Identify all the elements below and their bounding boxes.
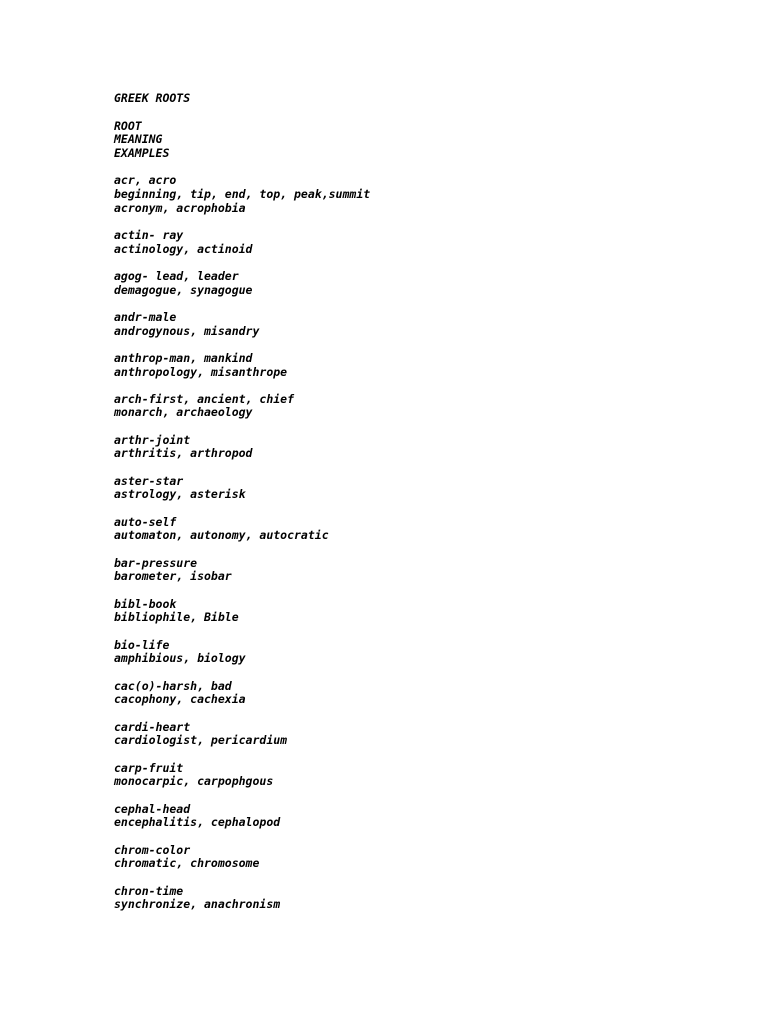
entry-meaning: beginning, tip, end, top, peak,summit xyxy=(114,186,371,201)
entry-cac xyxy=(114,680,714,707)
entry-examples: monocarpic, carpophgous xyxy=(114,774,274,789)
entry-examples: automaton, autonomy, autocratic xyxy=(114,528,329,543)
entry-examples: actinology, actinoid xyxy=(114,241,253,256)
entry-root: cephal-head xyxy=(114,801,191,816)
entry-arthr xyxy=(114,434,714,461)
document-page xyxy=(114,92,714,926)
entry-root: aster-star xyxy=(114,473,184,488)
entry-root: bio-life xyxy=(114,637,170,652)
entry-examples: demagogue, synagogue xyxy=(114,282,253,297)
header-root: ROOT xyxy=(114,118,142,133)
entry-root: arch-first, ancient, chief xyxy=(114,391,295,406)
entry-root: bibl-book xyxy=(114,596,177,611)
entry-examples: cacophony, cachexia xyxy=(114,692,246,707)
entry-examples: barometer, isobar xyxy=(114,569,232,584)
entry-anthrop xyxy=(114,352,714,379)
entry-examples: androgynous, misandry xyxy=(114,323,260,338)
entry-examples: chromatic, chromosome xyxy=(114,856,260,871)
entry-root: cac(o)-harsh, bad xyxy=(114,678,232,693)
entry-cardi xyxy=(114,721,714,748)
entry-aster xyxy=(114,475,714,502)
entry-root: anthrop-man, mankind xyxy=(114,350,253,365)
entry-examples: synchronize, anachronism xyxy=(114,897,281,912)
entry-root: acr, acro xyxy=(114,173,177,188)
entry-root: chrom-color xyxy=(114,842,191,857)
column-headers xyxy=(114,120,714,161)
entry-root: chron-time xyxy=(114,883,184,898)
entry-root: andr-male xyxy=(114,309,177,324)
title-block xyxy=(114,92,714,106)
entry-root: cardi-heart xyxy=(114,719,191,734)
entry-root: agog- lead, leader xyxy=(114,268,239,283)
entry-chron xyxy=(114,885,714,912)
entry-carp xyxy=(114,762,714,789)
entry-root: arthr-joint xyxy=(114,432,191,447)
entry-andr xyxy=(114,311,714,338)
entry-bar xyxy=(114,557,714,584)
entry-root: bar-pressure xyxy=(114,555,198,570)
entry-cephal xyxy=(114,803,714,830)
header-examples: EXAMPLES xyxy=(114,145,170,160)
entry-root: auto-self xyxy=(114,514,177,529)
entry-examples: anthropology, misanthrope xyxy=(114,364,288,379)
entry-examples: cardiologist, pericardium xyxy=(114,733,288,748)
entry-bibl xyxy=(114,598,714,625)
entry-chrom xyxy=(114,844,714,871)
entry-examples: acronym, acrophobia xyxy=(114,200,246,215)
entry-root: actin- ray xyxy=(114,227,184,242)
entry-examples: astrology, asterisk xyxy=(114,487,246,502)
entry-arch xyxy=(114,393,714,420)
entry-acr xyxy=(114,174,714,215)
entry-actin xyxy=(114,229,714,256)
entry-examples: arthritis, arthropod xyxy=(114,446,253,461)
entry-agog xyxy=(114,270,714,297)
header-meaning: MEANING xyxy=(114,132,163,147)
entry-root: carp-fruit xyxy=(114,760,184,775)
document-title: GREEK ROOTS xyxy=(114,91,191,105)
entry-examples: bibliophile, Bible xyxy=(114,610,239,625)
entry-examples: encephalitis, cephalopod xyxy=(114,815,281,830)
entry-examples: amphibious, biology xyxy=(114,651,246,666)
entry-bio xyxy=(114,639,714,666)
entry-auto xyxy=(114,516,714,543)
entry-examples: monarch, archaeology xyxy=(114,405,253,420)
